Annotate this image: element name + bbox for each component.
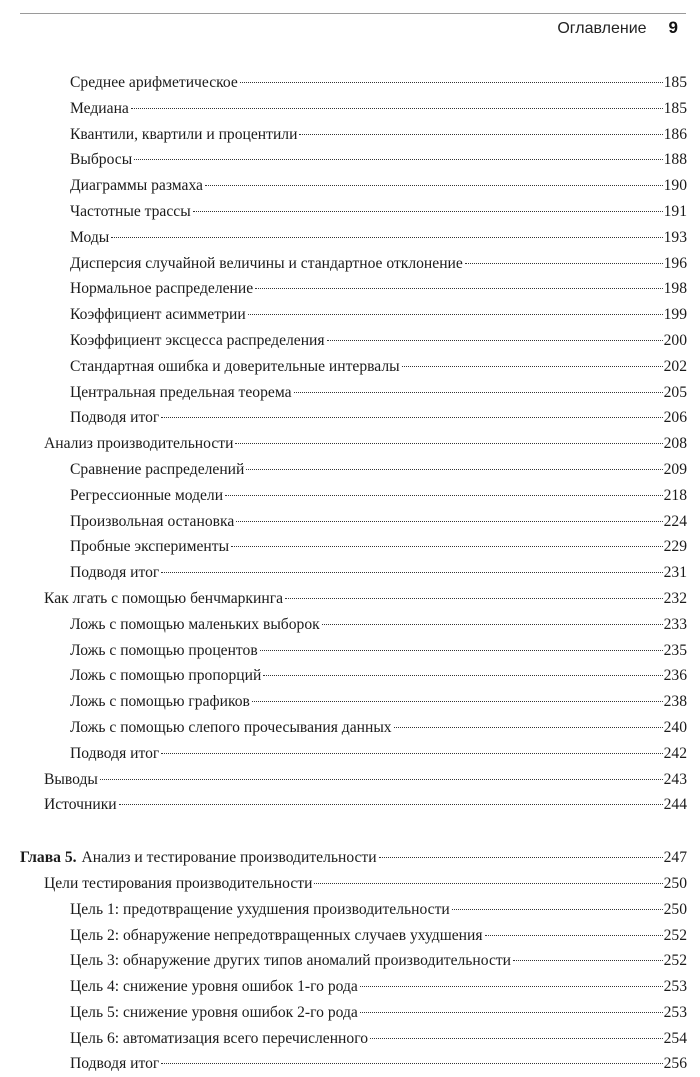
dot-leader xyxy=(248,314,663,315)
dot-leader xyxy=(402,366,663,367)
toc-entry[interactable] xyxy=(0,897,700,923)
header-rule xyxy=(20,13,686,14)
toc-entry[interactable] xyxy=(0,1026,700,1052)
toc-entry-page: 233 xyxy=(663,615,687,633)
toc-entry-title: Произвольная остановка xyxy=(70,512,235,530)
toc-entry-title: Цель 4: снижение уровня ошибок 1-го рода xyxy=(70,978,358,996)
toc-entry-page: 253 xyxy=(663,978,687,996)
toc-entry-page: 188 xyxy=(663,151,687,169)
toc-entry-page: 231 xyxy=(663,564,687,582)
toc-entry[interactable] xyxy=(0,199,700,225)
dot-leader xyxy=(314,883,662,884)
toc-entry-page: 218 xyxy=(663,486,687,504)
dot-leader xyxy=(119,804,663,805)
toc-entry[interactable] xyxy=(0,302,700,328)
toc-chapter-entry[interactable] xyxy=(0,845,700,871)
toc-entry-page: 256 xyxy=(663,1055,687,1073)
toc-entry[interactable] xyxy=(0,974,700,1000)
toc-entry-title: Моды xyxy=(70,228,110,246)
chapter-label: Глава 5. xyxy=(20,849,77,867)
toc-entry-title: Цели тестирования производительности xyxy=(44,874,313,892)
dot-leader xyxy=(452,909,663,910)
dot-leader xyxy=(360,986,663,987)
dot-leader xyxy=(205,185,663,186)
toc-entry-page: 205 xyxy=(663,383,687,401)
toc-entry-page: 186 xyxy=(663,125,687,143)
toc-entry-title: Источники xyxy=(44,796,117,814)
toc-entry[interactable] xyxy=(0,612,700,638)
toc-entry-page: 224 xyxy=(663,512,687,530)
toc-entry[interactable] xyxy=(0,251,700,277)
toc-entry[interactable] xyxy=(0,122,700,148)
dot-leader xyxy=(379,857,663,858)
toc-entry-page: 232 xyxy=(663,589,687,607)
toc-entry[interactable] xyxy=(0,1000,700,1026)
toc-entry-page: 250 xyxy=(663,874,687,892)
dot-leader xyxy=(246,469,662,470)
toc-entry-title: Цель 3: обнаружение других типов аномалий производительности xyxy=(70,952,512,970)
toc-entry-title: Цель 1: предотвращение ухудшения производительности xyxy=(70,900,450,918)
toc-entry-page: 206 xyxy=(663,409,687,427)
dot-leader xyxy=(235,443,662,444)
toc-entry[interactable] xyxy=(0,483,700,509)
toc-entry-page: 252 xyxy=(663,952,687,970)
dot-leader xyxy=(294,392,663,393)
toc-entry-page: 200 xyxy=(663,331,687,349)
dot-leader xyxy=(236,521,662,522)
toc-entry[interactable] xyxy=(0,534,700,560)
toc-entry-title: Подводя итог xyxy=(70,564,160,582)
toc-entry-page: 208 xyxy=(663,435,687,453)
toc-entry[interactable] xyxy=(0,741,700,767)
dot-leader xyxy=(252,701,663,702)
dot-leader xyxy=(299,134,662,135)
toc-entry[interactable] xyxy=(0,225,700,251)
toc-entry-page: 199 xyxy=(663,306,687,324)
toc-entry-page: 236 xyxy=(663,667,687,685)
toc-entry-title: Медиана xyxy=(70,99,129,117)
toc-entry[interactable] xyxy=(0,638,700,664)
dot-leader xyxy=(161,753,662,754)
dot-leader xyxy=(485,935,663,936)
toc-entry[interactable] xyxy=(0,509,700,535)
toc-entry[interactable] xyxy=(0,560,700,586)
dot-leader xyxy=(134,159,662,160)
chapter-gap xyxy=(0,818,700,845)
toc-entry-title: Ложь с помощью пропорций xyxy=(70,667,262,685)
toc-entry-title: Ложь с помощью маленьких выборок xyxy=(70,615,320,633)
toc-entry-title: Цель 6: автоматизация всего перечисленного xyxy=(70,1029,368,1047)
running-head xyxy=(557,18,678,38)
dot-leader xyxy=(231,546,663,547)
toc-entry-page: 247 xyxy=(663,849,687,867)
toc-entry-title: Регрессионные модели xyxy=(70,486,224,504)
dot-leader xyxy=(111,237,662,238)
toc-entry-page: 209 xyxy=(663,460,687,478)
toc-entry[interactable] xyxy=(0,1051,700,1077)
dot-leader xyxy=(100,779,663,780)
running-title: Оглавление xyxy=(557,20,647,37)
dot-leader xyxy=(193,211,663,212)
dot-leader xyxy=(465,263,663,264)
toc-entry-title: Цель 2: обнаружение непредотвращенных случаев ухудшения xyxy=(70,926,483,944)
toc-entry-title: Подводя итог xyxy=(70,409,160,427)
toc-entry[interactable] xyxy=(0,147,700,173)
toc-entry[interactable] xyxy=(0,689,700,715)
toc-entry[interactable] xyxy=(0,276,700,302)
toc-entry-page: 252 xyxy=(663,926,687,944)
toc-entry-page: 254 xyxy=(663,1029,687,1047)
toc-entry-page: 196 xyxy=(663,254,687,272)
toc-entry[interactable] xyxy=(0,96,700,122)
dot-leader xyxy=(225,495,663,496)
toc-section-entry[interactable] xyxy=(0,586,700,612)
dot-leader xyxy=(370,1038,663,1039)
toc-entry-page: 190 xyxy=(663,177,687,195)
dot-leader xyxy=(161,1063,662,1064)
toc-entry-title: Коэффициент эксцесса распределения xyxy=(70,331,325,349)
toc-entry-page: 185 xyxy=(663,99,687,117)
dot-leader xyxy=(285,598,663,599)
toc-entry-title: Подводя итог xyxy=(70,1055,160,1073)
toc-entry-title: Цель 5: снижение уровня ошибок 2-го рода xyxy=(70,1003,358,1021)
toc-entry-page: 202 xyxy=(663,357,687,375)
toc-entry-page: 240 xyxy=(663,718,687,736)
table-of-contents xyxy=(0,70,700,1077)
toc-entry[interactable] xyxy=(0,380,700,406)
toc-section-entry[interactable] xyxy=(0,871,700,897)
toc-entry-title: Ложь с помощью графиков xyxy=(70,693,250,711)
toc-entry-title: Выбросы xyxy=(70,151,133,169)
toc-entry-title: Коэффициент асимметрии xyxy=(70,306,246,324)
dot-leader xyxy=(161,417,662,418)
toc-section-entry[interactable] xyxy=(0,767,700,793)
toc-entry-page: 198 xyxy=(663,280,687,298)
toc-entry-title: Дисперсия случайной величины и стандартное отклонение xyxy=(70,254,463,272)
toc-entry[interactable] xyxy=(0,948,700,974)
toc-entry[interactable] xyxy=(0,173,700,199)
toc-entry-title: Диаграммы размаха xyxy=(70,177,203,195)
toc-entry[interactable] xyxy=(0,715,700,741)
toc-entry-page: 242 xyxy=(663,744,687,762)
toc-entry-page: 229 xyxy=(663,538,687,556)
dot-leader xyxy=(255,288,662,289)
dot-leader xyxy=(322,624,663,625)
toc-entry[interactable] xyxy=(0,457,700,483)
toc-entry-page: 250 xyxy=(663,900,687,918)
toc-entry[interactable] xyxy=(0,354,700,380)
toc-entry-title: Квантили, квартили и процентили xyxy=(70,125,298,143)
toc-entry-page: 243 xyxy=(663,770,687,788)
dot-leader xyxy=(360,1012,663,1013)
dot-leader xyxy=(327,340,663,341)
dot-leader xyxy=(131,108,663,109)
toc-entry[interactable] xyxy=(0,405,700,431)
page-number: 9 xyxy=(668,18,678,37)
toc-entry-title: Анализ производительности xyxy=(44,435,234,453)
toc-entry-title: Среднее арифметическое xyxy=(70,74,238,91)
toc-entry[interactable] xyxy=(0,923,700,949)
toc-entry[interactable] xyxy=(0,328,700,354)
toc-entry-title: Стандартная ошибка и доверительные интервалы xyxy=(70,357,400,375)
toc-section-entry[interactable] xyxy=(0,792,700,818)
toc-entry-page: 244 xyxy=(663,796,687,814)
toc-entry-title: Пробные эксперименты xyxy=(70,538,230,556)
toc-entry-page: 185 xyxy=(663,74,687,91)
toc-entry-page: 253 xyxy=(663,1003,687,1021)
toc-entry-page: 193 xyxy=(663,228,687,246)
toc-entry-title: Центральная предельная теорема xyxy=(70,383,292,401)
dot-leader xyxy=(263,675,662,676)
toc-entry-page: 235 xyxy=(663,641,687,659)
dot-leader xyxy=(260,650,663,651)
toc-entry[interactable] xyxy=(0,663,700,689)
dot-leader xyxy=(513,960,663,961)
toc-entry-title: Нормальное распределение xyxy=(70,280,254,298)
toc-section-entry[interactable] xyxy=(0,431,700,457)
toc-entry-title: Как лгать с помощью бенчмаркинга xyxy=(44,589,284,607)
toc-entry-title: Подводя итог xyxy=(70,744,160,762)
toc-entry-page: 191 xyxy=(663,202,687,220)
toc-entry-title: Анализ и тестирование производительности xyxy=(81,849,377,867)
toc-entry-title: Выводы xyxy=(44,770,98,788)
toc-entry[interactable] xyxy=(0,70,700,96)
dot-leader xyxy=(394,727,663,728)
toc-entry-page: 238 xyxy=(663,693,687,711)
dot-leader xyxy=(240,82,663,83)
dot-leader xyxy=(161,572,662,573)
toc-entry-title: Ложь с помощью слепого прочесывания данных xyxy=(70,718,392,736)
toc-entry-title: Частотные трассы xyxy=(70,202,191,220)
toc-entry-title: Сравнение распределений xyxy=(70,460,245,478)
toc-entry-title: Ложь с помощью процентов xyxy=(70,641,258,659)
